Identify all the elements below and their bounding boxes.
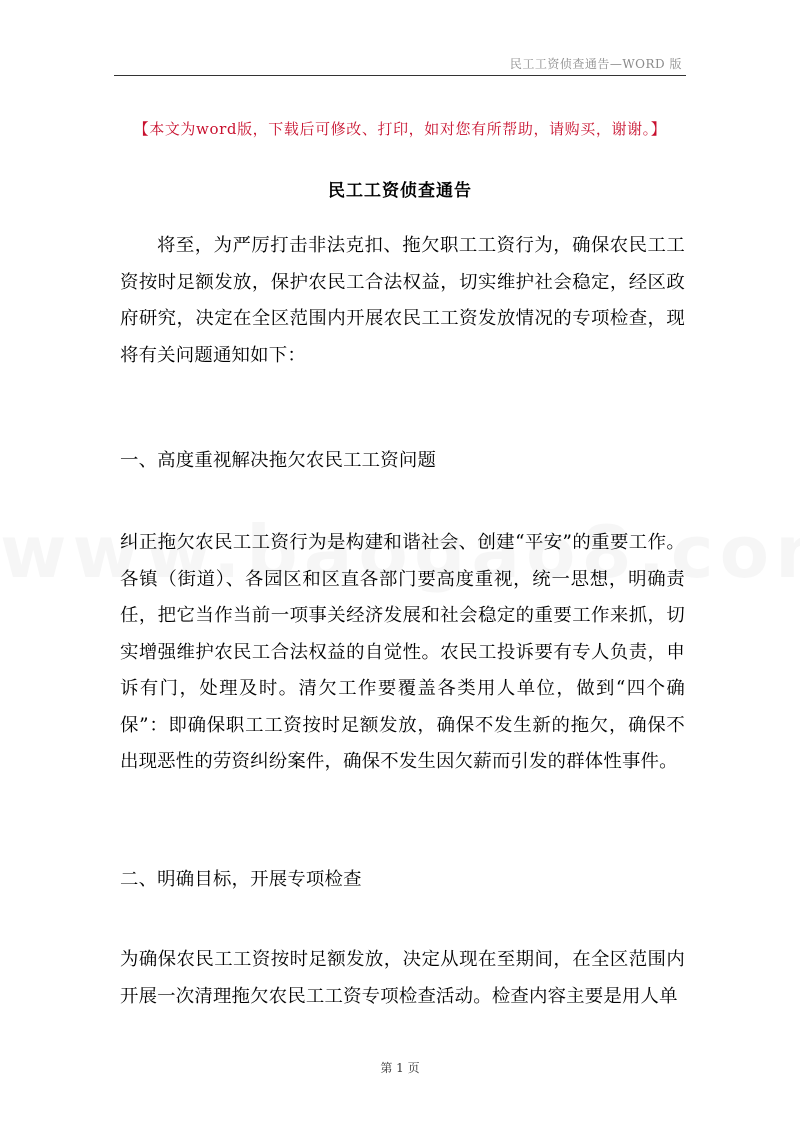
purchase-notice: 【本文为word版，下载后可修改、打印，如对您有所帮助，请购买，谢谢。】 <box>133 120 667 138</box>
running-header: 民工工资侦查通告—WORD 版 <box>509 57 682 71</box>
intro-paragraph: 将至，为严厉打击非法克扣、拖欠职工工资行为，确保农民工工资按时足额发放，保护农民工合法权益，切实维护社会稳定，经区政府研究，决定在全区范围内开展农民工工资发放情况的专项检查，现将有关问题通知如下： <box>120 235 685 366</box>
header-divider <box>114 75 686 76</box>
page-number: 第 1 页 <box>380 1061 420 1075</box>
section-2-heading: 二、明确目标，开展专项检查 <box>120 869 362 890</box>
section-2-body: 为确保农民工工资按时足额发放，决定从现在至期间，在全区范围内开展一次清理拖欠农民工工资专项检查活动。检查内容主要是用人单 <box>120 949 685 1007</box>
section-1-body: 纠正拖欠农民工工资行为是构建和谐社会、创建“平安”的重要工作。各镇（街道）、各园区和区直各部门要高度重视，统一思想，明确责任，把它当作当前一项事关经济发展和社会稳定的重要工作来抓，切实增强维护农民工合法权益的自觉性。农民工投诉要有专人负责，申诉有门，处理及时。清欠工作要覆盖各类用人单位，做到“四个确保”：即确保职工工资按时足额发放，确保不发生新的拖欠，确保不出现恶性的劳资纠纷案件，确保不发生因欠薪而引发的群体性事件。 <box>120 532 685 772</box>
section-1-heading: 一、高度重视解决拖欠农民工工资问题 <box>120 450 437 471</box>
document-title: 民工工资侦查通告 <box>328 181 472 201</box>
